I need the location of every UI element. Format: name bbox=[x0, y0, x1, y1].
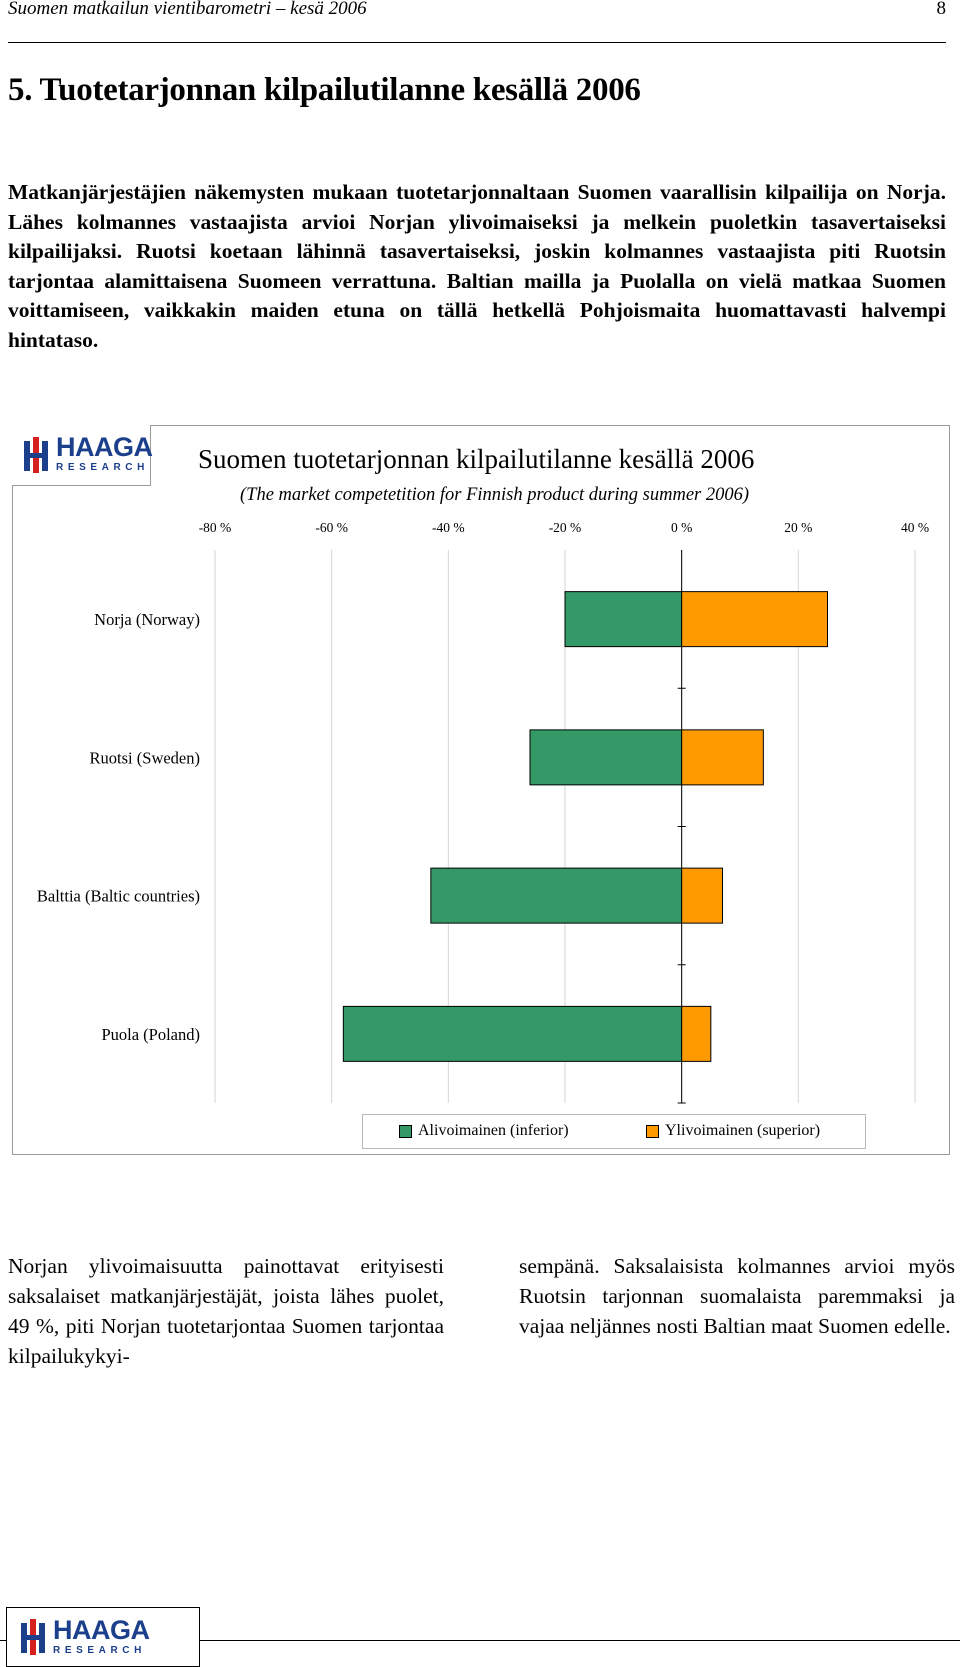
category-label: Puola (Poland) bbox=[101, 1024, 200, 1044]
haaga-logo-icon bbox=[24, 437, 50, 473]
x-tick-label: 40 % bbox=[900, 520, 930, 535]
haaga-logo-icon bbox=[21, 1619, 47, 1655]
legend-swatch-superior bbox=[646, 1125, 659, 1138]
x-tick-label: -60 % bbox=[315, 520, 348, 535]
chart-frame bbox=[12, 425, 950, 1155]
body-column-right: sempänä. Saksalaisista kolmannes arvioi myös Ruotsin tarjonnan suomalaista paremmaksi ja vajaa neljännes nosti Baltian maat Suomen edelle. bbox=[519, 1254, 955, 1338]
running-header-title: Suomen matkailun vientibarometri – kesä 2006 bbox=[8, 0, 367, 19]
logo-subtext: RESEARCH bbox=[56, 462, 149, 473]
footer-logo bbox=[6, 1607, 200, 1667]
x-tick-label: 0 % bbox=[670, 520, 693, 535]
category-label: Norja (Norway) bbox=[94, 610, 200, 630]
header-rule bbox=[8, 42, 946, 43]
chart-legend bbox=[362, 1114, 866, 1149]
chart-logo bbox=[12, 425, 151, 486]
category-label: Ruotsi (Sweden) bbox=[89, 748, 200, 768]
body-column-left: Norjan ylivoimaisuutta painottavat erityisesti saksalaiset matkanjärjestäjät, joista lähes puolet, 49 %, piti Norjan tuotetarjontaa Suomen tarjontaa kilpailukykyi- bbox=[8, 1254, 444, 1368]
footer-logo-text: HAAGA bbox=[53, 1615, 150, 1645]
legend-swatch-inferior bbox=[399, 1125, 412, 1138]
legend-item-superior bbox=[646, 1122, 820, 1140]
chart-title: Suomen tuotetarjonnan kilpailutilanne kesällä 2006 bbox=[198, 444, 755, 474]
footer-logo-subtext: RESEARCH bbox=[53, 1645, 146, 1656]
legend-label-superior: Ylivoimainen (superior) bbox=[665, 1122, 821, 1139]
section-heading: 5. Tuotetarjonnan kilpailutilanne kesällä 2006 bbox=[8, 72, 641, 108]
intro-paragraph: Matkanjärjestäjien näkemysten mukaan tuotetarjonnaltaan Suomen vaarallisin kilpailija on Norja. Lähes kolmannes vastaajista arvioi Norjan ylivoimaiseksi ja melkein puoletkin tasavertaiseksi kilpailijaksi. Ruotsi koetaan lähinnä tasavertaiseksi, joskin kolmannes vastaajista piti Ruotsin tarjontaa alamittaisena Suomeen verrattuna. Baltian mailla ja Puolalla on vielä matkaa Suomen voittamiseen, vaikkakin maiden etuna on tällä hetkellä Pohjoismaita huomattavasti halvempi hintataso. bbox=[8, 180, 946, 352]
x-tick-label: -20 % bbox=[548, 520, 582, 535]
logo-text: HAAGA bbox=[56, 432, 153, 462]
legend-item-inferior bbox=[399, 1122, 569, 1140]
x-tick-label: 20 % bbox=[784, 520, 813, 535]
legend-label-inferior: Alivoimainen (inferior) bbox=[418, 1122, 569, 1139]
chart-subtitle: (The market competetition for Finnish product during summer 2006) bbox=[240, 485, 750, 505]
x-tick-label: -40 % bbox=[432, 520, 465, 535]
x-tick-label: -80 % bbox=[198, 520, 232, 535]
category-label: Balttia (Baltic countries) bbox=[36, 886, 200, 906]
page-number: 8 bbox=[936, 0, 946, 19]
